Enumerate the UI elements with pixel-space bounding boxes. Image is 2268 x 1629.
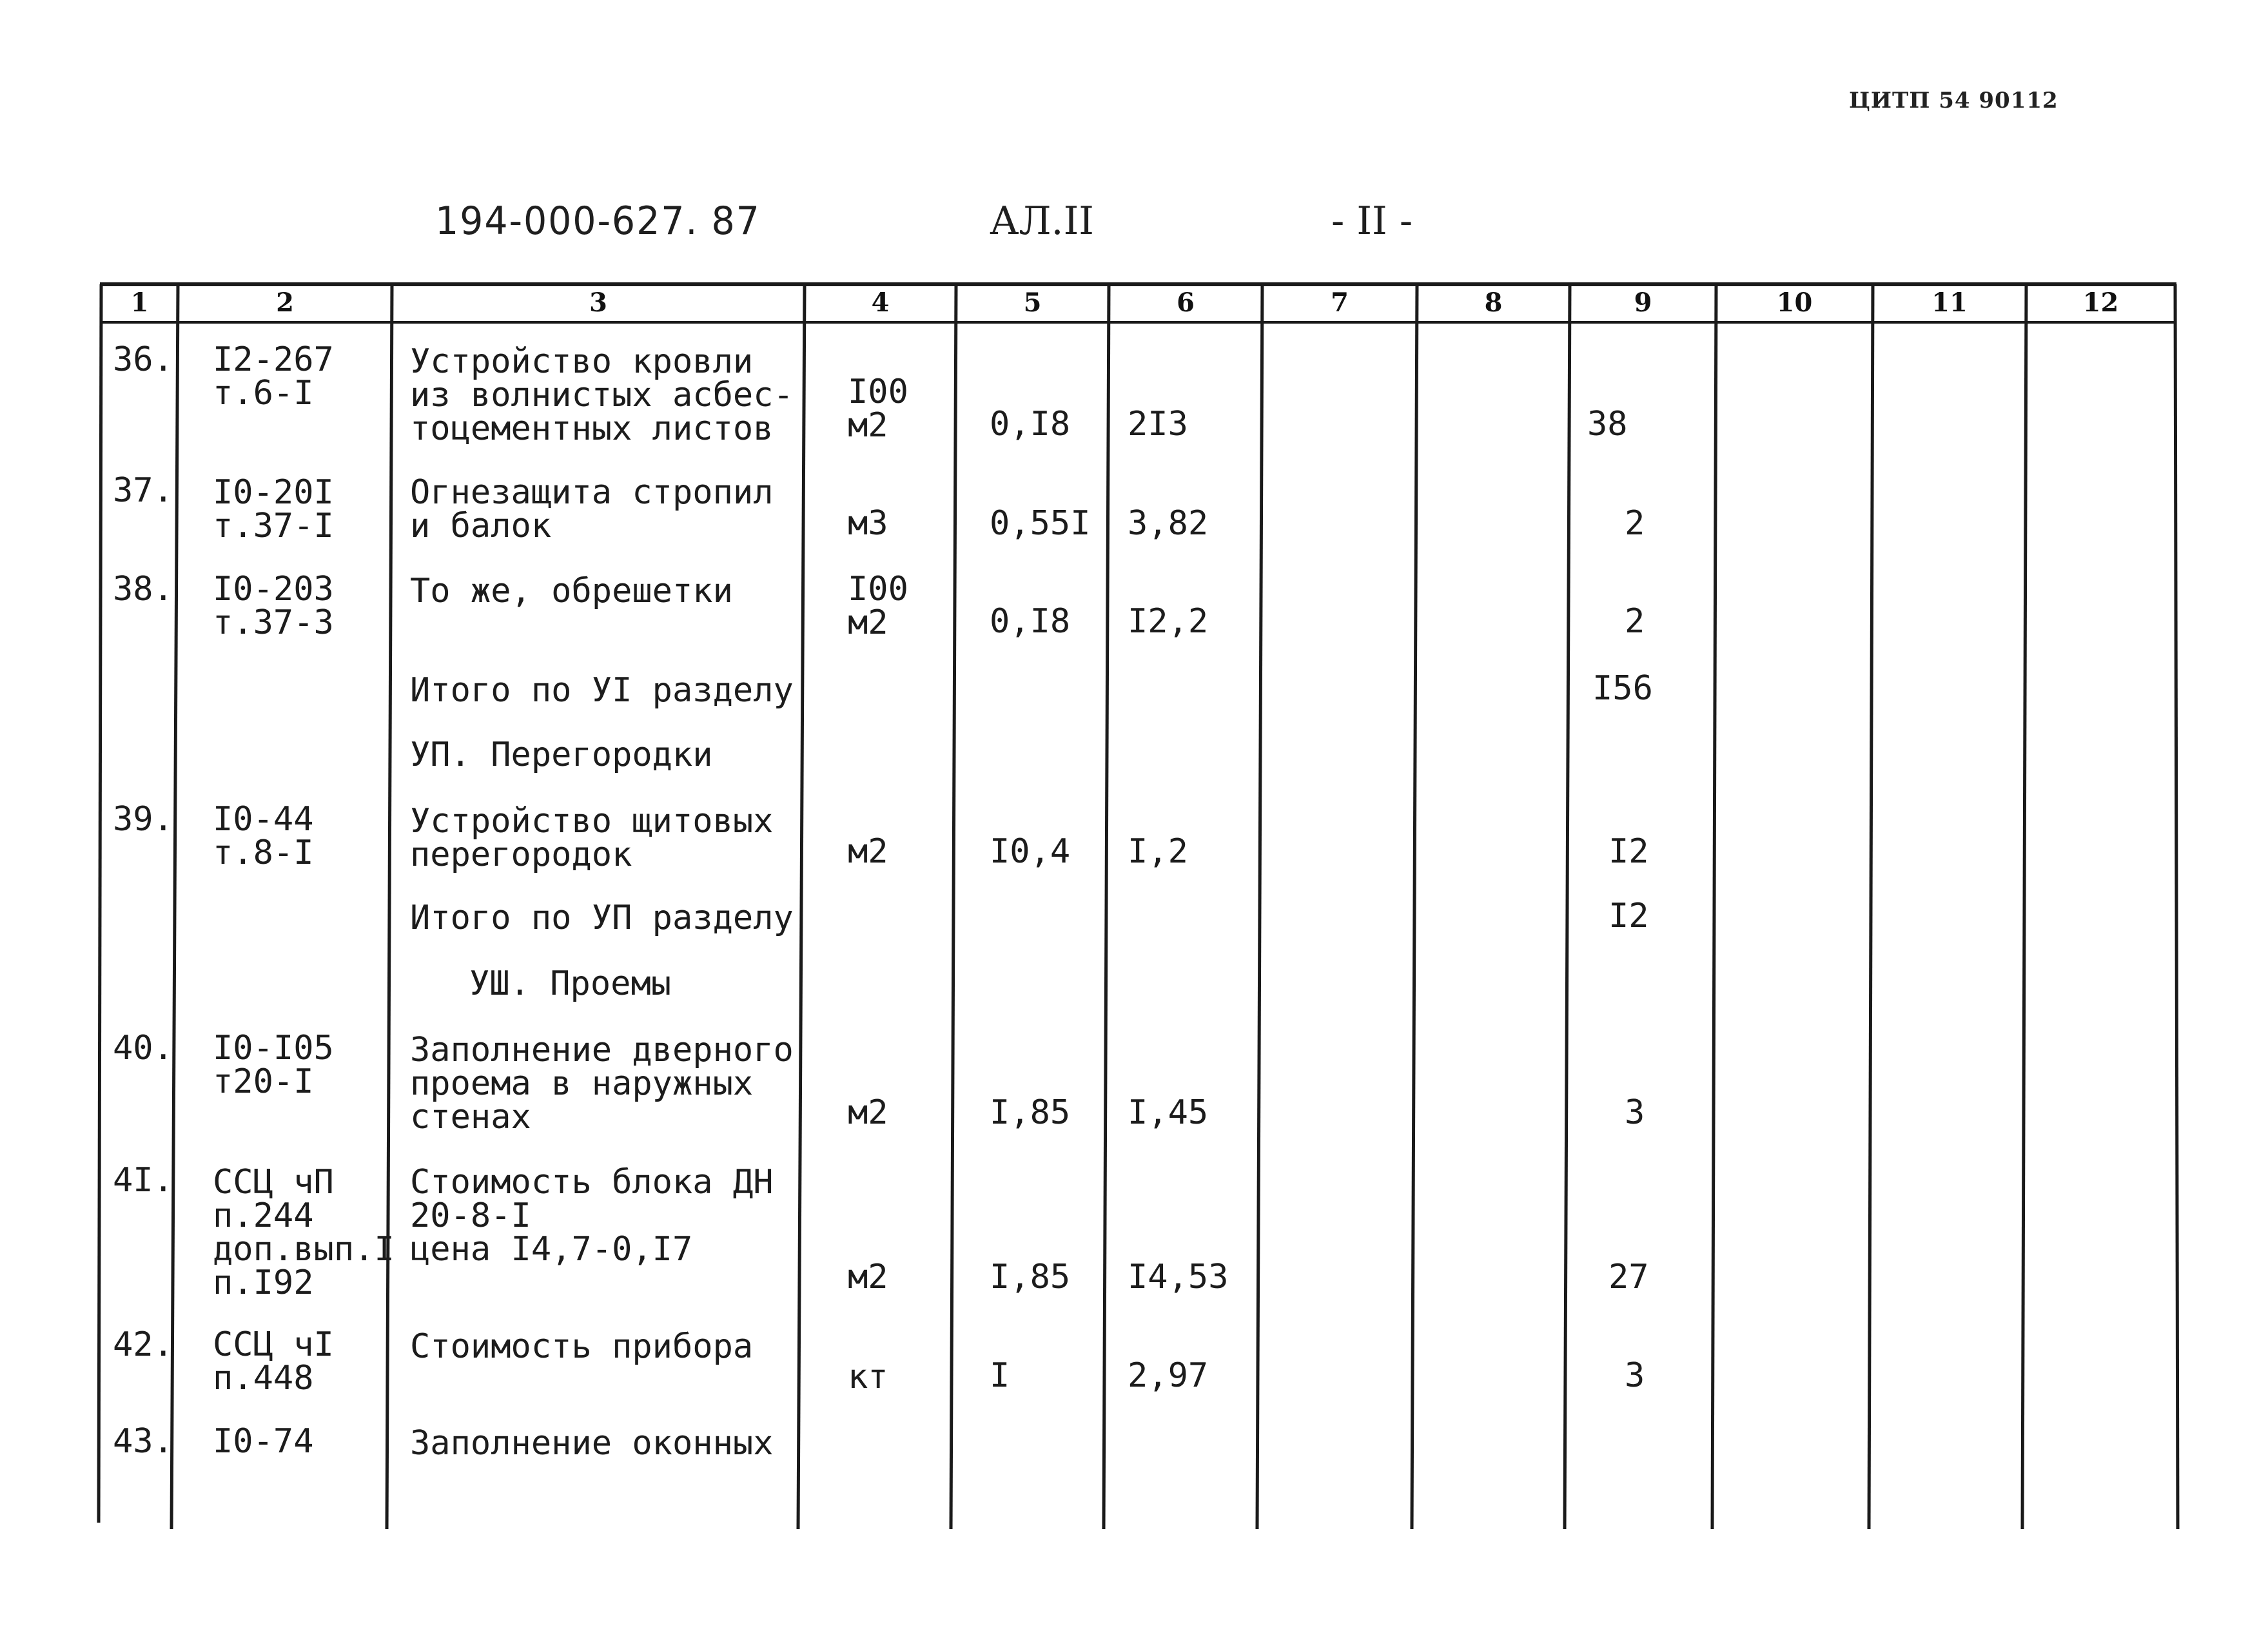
unit: м2: [848, 1093, 888, 1132]
col-divider: [798, 284, 805, 1529]
norm-code: I0-44 т.8-I: [213, 800, 314, 872]
row-number: 38.: [113, 570, 173, 609]
unit-price: I4,53: [1128, 1258, 1229, 1296]
row-number: 39.: [113, 800, 173, 839]
total-sum: 2: [1625, 504, 1645, 543]
work-description: Заполнение оконных: [410, 1424, 774, 1463]
work-description: Устройство кровли из волнистых асбес- тоцементных листов: [410, 342, 794, 448]
quantity: I: [990, 1356, 1010, 1395]
col-divider: [387, 284, 392, 1529]
sheet-label: АЛ.II: [990, 199, 1094, 244]
section-heading: УП. Перегородки: [410, 736, 713, 774]
column-number: 3: [589, 288, 607, 318]
total-sum: 3: [1625, 1356, 1645, 1395]
quantity: 0,I8: [990, 405, 1071, 444]
quantity: I0,4: [990, 832, 1071, 871]
column-number: 4: [871, 288, 890, 318]
row-number: 4I.: [113, 1161, 173, 1200]
row-number: 42.: [113, 1325, 173, 1364]
column-number: 6: [1177, 288, 1195, 318]
total-sum: 38: [1587, 405, 1628, 444]
unit: кт: [848, 1358, 888, 1396]
norm-code: ССЦ чI п.448: [213, 1325, 334, 1398]
work-description: Огнезащита стропил и балок: [410, 473, 774, 545]
norm-code: I0-I05 т20-I: [213, 1029, 334, 1101]
column-number: 1: [130, 288, 149, 318]
unit-price: 3,82: [1128, 504, 1209, 543]
unit: м2: [848, 832, 888, 871]
document-code: 194-000-627. 87: [435, 199, 761, 244]
col-divider: [2022, 284, 2026, 1529]
col-divider: [1257, 284, 1262, 1529]
section-total-sum: I2: [1608, 897, 1649, 935]
norm-code: I0-74: [213, 1422, 314, 1461]
unit-price: I2,2: [1128, 602, 1209, 641]
quantity: 0,55I: [990, 504, 1091, 543]
col-divider: [99, 284, 101, 1523]
total-sum: 2: [1625, 602, 1645, 641]
unit: м3: [848, 504, 888, 543]
row-number: 36.: [113, 340, 173, 379]
quantity: 0,I8: [990, 602, 1071, 641]
section-total-label: Итого по УП разделу: [410, 899, 794, 937]
total-sum: 3: [1625, 1093, 1645, 1132]
work-description: Стоимость блока ДН 20-8-I цена I4,7-0,I7: [410, 1163, 774, 1269]
archive-stamp: ЦИТП 54 90112: [1849, 88, 2058, 113]
unit: м2: [848, 1258, 888, 1296]
norm-code: I0-20I т.37-I: [213, 473, 334, 545]
column-number: 9: [1634, 288, 1652, 318]
unit: I00 м2: [848, 570, 908, 642]
unit-price: I,2: [1128, 832, 1188, 871]
column-number: 10: [1776, 288, 1813, 318]
work-description: То же, обрешетки: [410, 572, 733, 610]
unit: I00 м2: [848, 373, 908, 445]
col-divider: [2175, 284, 2178, 1529]
total-sum: 27: [1608, 1258, 1649, 1296]
column-number: 11: [1931, 288, 1968, 318]
total-sum: I2: [1608, 832, 1649, 871]
norm-code: I2-267 т.6-I: [213, 340, 334, 413]
work-description: Заполнение дверного проема в наружных стенах: [410, 1031, 794, 1136]
work-description: Устройство щитовых перегородок: [410, 802, 774, 874]
col-divider: [1412, 284, 1417, 1529]
quantity: I,85: [990, 1258, 1071, 1296]
norm-code: ССЦ чП п.244 доп.вып.I п.I92: [213, 1163, 395, 1302]
work-description: Стоимость прибора: [410, 1327, 754, 1366]
unit-price: 2,97: [1128, 1356, 1209, 1395]
column-number: 8: [1484, 288, 1503, 318]
col-divider: [1869, 284, 1873, 1529]
col-divider: [1565, 284, 1570, 1529]
section-heading: УШ. Проемы: [469, 964, 672, 1003]
row-number: 37.: [113, 471, 173, 510]
col-divider: [1104, 284, 1109, 1529]
quantity: I,85: [990, 1093, 1071, 1132]
column-number: 2: [276, 288, 294, 318]
row-number: 40.: [113, 1029, 173, 1068]
col-divider: [951, 284, 956, 1529]
row-number: 43.: [113, 1422, 173, 1461]
column-number: 7: [1331, 288, 1349, 318]
section-total-sum: I56: [1592, 669, 1653, 708]
norm-code: I0-203 т.37-3: [213, 570, 334, 642]
unit-price: I,45: [1128, 1093, 1209, 1132]
column-number: 12: [2082, 288, 2119, 318]
section-total-label: Итого по УI разделу: [410, 671, 794, 710]
unit-price: 2I3: [1128, 405, 1188, 444]
column-number: 5: [1023, 288, 1042, 318]
page-number: - II -: [1331, 199, 1413, 244]
col-divider: [1712, 284, 1716, 1529]
